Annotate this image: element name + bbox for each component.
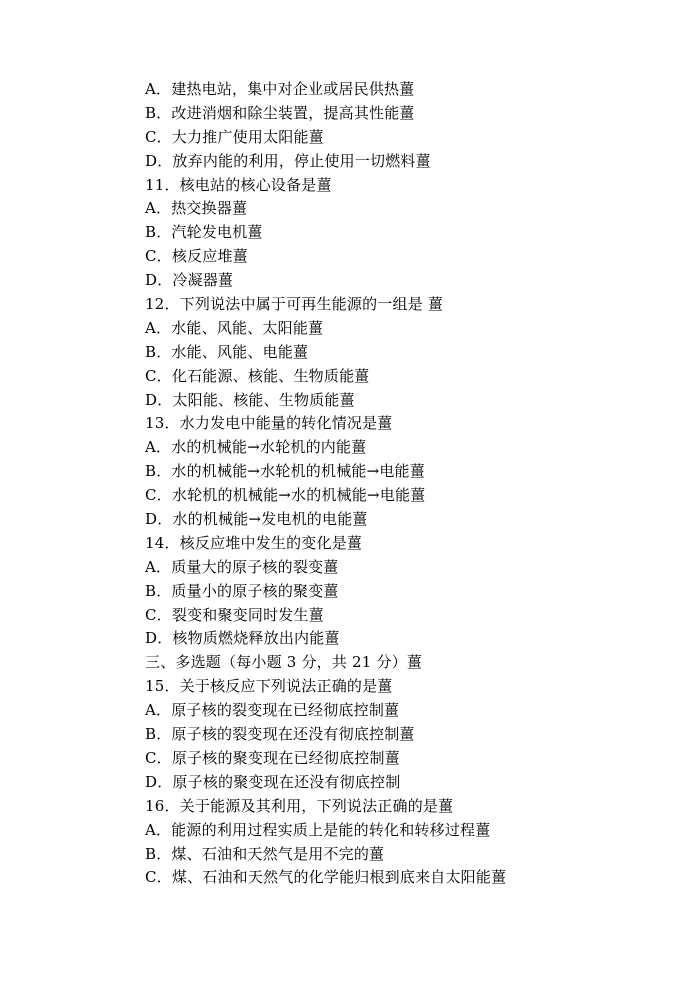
text-line: C．核反应堆薑 — [145, 247, 248, 266]
document-body — [145, 78, 685, 890]
text-line: B．煤、石油和天然气是用不完的薑 — [145, 844, 385, 863]
text-line: B．汽轮发电机薑 — [145, 223, 263, 242]
text-line: A．水能、风能、太阳能薑 — [145, 318, 324, 337]
text-line: A．原子核的裂变现在已经彻底控制薑 — [145, 701, 400, 720]
text-line: D．水的机械能→发电机的电能薑 — [145, 510, 368, 529]
text-line: C．原子核的聚变现在已经彻底控制薑 — [145, 748, 400, 767]
text-line: C．水轮机的机械能→水的机械能→电能薑 — [145, 486, 426, 505]
text-line: D．原子核的聚变现在还没有彻底控制 — [145, 772, 401, 791]
question-heading: 16．关于能源及其利用，下列说法正确的是薑 — [145, 796, 454, 815]
text-line: D．放弃内能的利用，停止使用一切燃料薑 — [145, 151, 431, 170]
text-line: C．化石能源、核能、生物质能薑 — [145, 366, 370, 385]
text-line: B．质量小的原子核的聚变薑 — [145, 581, 339, 600]
text-line: C．大力推广使用太阳能薑 — [145, 127, 324, 146]
text-line: A．热交换器薑 — [145, 199, 248, 218]
question-heading: 11．核电站的核心设备是薑 — [145, 175, 332, 194]
question-heading: 15．关于核反应下列说法正确的是薑 — [145, 677, 393, 696]
question-heading: 12．下列说法中属于可再生能源的一组是 薑 — [145, 295, 444, 314]
text-line: D．核物质燃烧释放出内能薑 — [145, 629, 340, 648]
text-line: D．太阳能、核能、生物质能薑 — [145, 390, 355, 409]
section-heading: 三、多选题（每小题 3 分，共 21 分）薑 — [145, 653, 423, 672]
text-line: B．原子核的裂变现在还没有彻底控制薑 — [145, 725, 415, 744]
question-heading: 13．水力发电中能量的转化情况是薑 — [145, 414, 393, 433]
text-line: B．改进消烟和除尘装置，提高其性能薑 — [145, 103, 415, 122]
text-line: B．水能、风能、电能薑 — [145, 342, 309, 361]
text-line: D．冷凝器薑 — [145, 271, 234, 290]
question-heading: 14．核反应堆中发生的变化是薑 — [145, 533, 363, 552]
text-line: A．建热电站，集中对企业或居民供热薑 — [145, 80, 415, 98]
text-line: B．水的机械能→水轮机的机械能→电能薑 — [145, 462, 425, 481]
text-line: A．质量大的原子核的裂变薑 — [145, 557, 339, 576]
text-line: C．裂变和聚变同时发生薑 — [145, 605, 324, 624]
text-line: A．水的机械能→水轮机的内能薑 — [145, 438, 367, 457]
text-line: C．煤、石油和天然气的化学能归根到底来自太阳能薑 — [145, 868, 507, 887]
text-line: A．能源的利用过程实质上是能的转化和转移过程薑 — [145, 820, 491, 839]
